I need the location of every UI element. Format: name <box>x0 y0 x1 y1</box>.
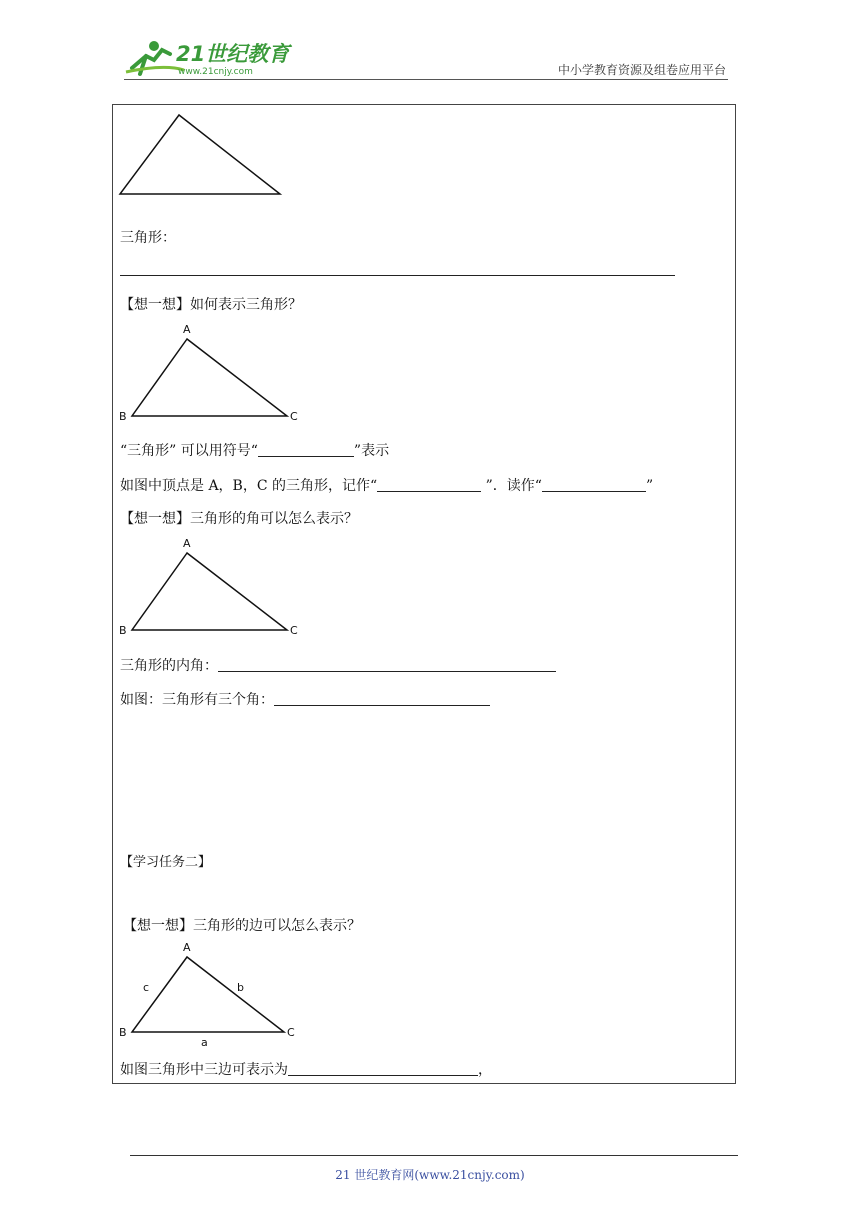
side-label-b: b <box>237 981 244 994</box>
notation-blank <box>377 477 481 492</box>
symbol-text-b: ”表示 <box>353 443 390 459</box>
triangle-figure-abc-1 <box>117 321 307 421</box>
interior-angle-blank <box>218 657 556 672</box>
vertex-label-c: C <box>287 1026 295 1039</box>
three-angles-blank <box>274 691 490 706</box>
vertex-text-b: ”．读作“ <box>481 478 542 494</box>
vertex-label-c: C <box>290 624 298 637</box>
vertex-text-a: 如图中顶点是 A，B，C 的三角形，记作“ <box>120 478 378 494</box>
vertex-label-c: C <box>290 410 298 423</box>
platform-title: 中小学教育资源及组卷应用平台 <box>557 63 726 77</box>
triangle-figure-sides <box>117 939 307 1049</box>
vertex-text-c: ” <box>645 478 654 494</box>
task-heading-2: 【学习任务二】 <box>120 855 212 870</box>
answer-line-definition <box>120 275 675 276</box>
side-label-a: a <box>201 1036 208 1049</box>
interior-angle-sentence <box>120 655 556 675</box>
triangle-label: 三角形： <box>120 230 176 246</box>
header-divider <box>124 79 728 80</box>
sides-blank <box>288 1061 478 1076</box>
footer-text: 21 世纪教育网(www.21cnjy.com) <box>335 1168 525 1182</box>
sides-text-b: ， <box>478 1062 492 1078</box>
think-heading-1: 【想一想】如何表示三角形？ <box>120 297 302 313</box>
logo-text: 21世纪教育 <box>176 42 290 66</box>
footer-divider <box>130 1155 738 1156</box>
sides-text-a: 如图三角形中三边可表示为 <box>120 1062 288 1078</box>
vertex-sentence <box>120 475 653 495</box>
site-logo <box>124 34 294 80</box>
vertex-label-a: A <box>183 537 191 550</box>
sides-sentence <box>120 1059 492 1079</box>
symbol-blank <box>258 442 354 457</box>
think-heading-3: 【想一想】三角形的边可以怎么表示？ <box>123 918 361 934</box>
content-frame <box>112 104 736 1084</box>
three-angles-sentence <box>120 689 490 709</box>
vertex-label-b: B <box>119 624 127 637</box>
triangle-figure-plain <box>119 113 289 203</box>
vertex-label-a: A <box>183 941 191 954</box>
symbol-text-a: “三角形” 可以用符号“ <box>120 443 258 459</box>
symbol-sentence <box>120 440 389 460</box>
three-angles-text: 如图：三角形有三个角： <box>120 692 274 708</box>
vertex-label-b: B <box>119 1026 127 1039</box>
logo-url: www.21cnjy.com <box>178 67 253 77</box>
reading-blank <box>542 477 646 492</box>
side-label-c: c <box>143 981 150 994</box>
vertex-label-b: B <box>119 410 127 423</box>
think-heading-2: 【想一想】三角形的角可以怎么表示？ <box>120 511 358 527</box>
interior-angle-text: 三角形的内角： <box>120 658 218 674</box>
vertex-label-a: A <box>183 323 191 336</box>
triangle-figure-abc-2 <box>117 535 307 635</box>
